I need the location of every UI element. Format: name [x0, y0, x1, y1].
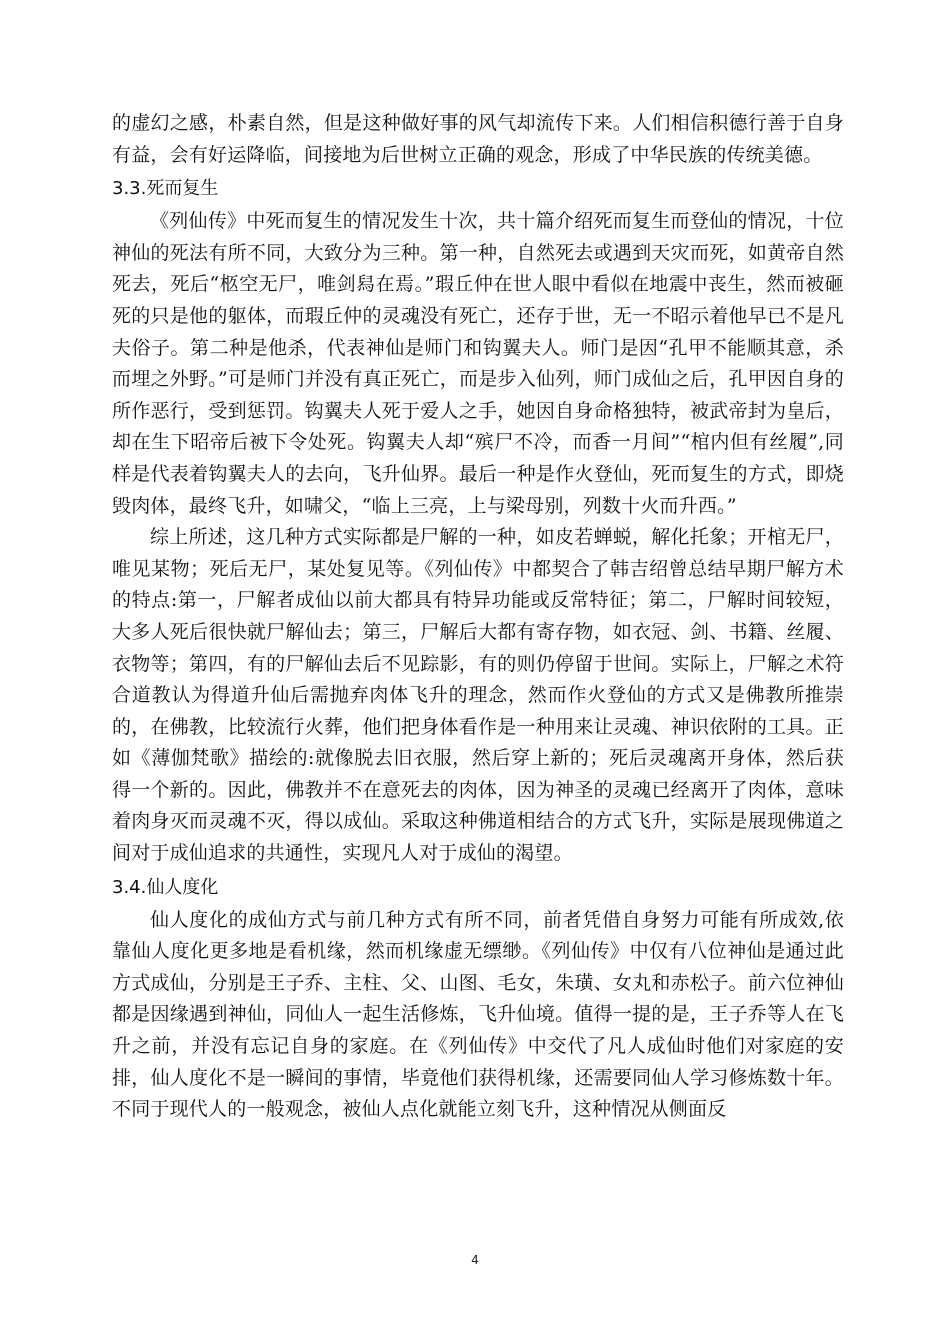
page-number: 4 — [471, 1253, 479, 1267]
paragraph-3-3-first: 《列仙传》中死而复生的情况发生十次，共十篇介绍死而复生而登仙的情况，十位神仙的死法有所不同，大致分为三种。第一种，自然死去或遇到天灾而死，如黄帝自然死去，死后“柩空无尸，唯剑舄在焉。”瑕丘仲在世人眼中看似在地震中丧生，然而被砸死的只是他的躯体，而瑕丘仲的灵魂没有死亡，还存于世，无一不昭示着他早已不是凡夫俗子。第二种是他杀，代表神仙是师门和钩翼夫人。师门是因“孔甲不能顺其意，杀而埋之外野。”可是师门并没有真正死亡，而是步入仙列，师门成仙之后，孔甲因自身的所作恶行，受到惩罚。钩翼夫人死于爱人之手，她因自身命格独特，被武帝封为皇后，却在生下昭帝后被下令处死。钩翼夫人却“殡尸不冷，而香一月间”“棺内但有丝履”,同样是代表着钩翼夫人的去向，飞升仙界。最后一种是作火登仙，死而复生的方式，即烧毁肉体，最终飞升，如啸父，“临上三亮，上与梁母别，列数十火而升西。” — [112, 210, 844, 517]
document-page — [112, 108, 844, 1126]
section-heading-3-4: 3.4.仙人度化 — [112, 876, 219, 898]
section-heading-3-3: 3.3.死而复生 — [112, 178, 219, 200]
paragraph-3-4-first: 仙人度化的成仙方式与前几种方式有所不同，前者凭借自身努力可能有所成效,依靠仙人度化更多地是看机缘，然而机缘虚无缥缈。《列仙传》中仅有八位神仙是通过此方式成仙，分别是王子乔、主柱、父、山图、毛女，朱璜、女丸和赤松子。前六位神仙都是因缘遇到神仙，同仙人一起生活修炼，飞升仙境。值得一提的是，王子乔等人在飞升之前，并没有忘记自身的家庭。在《列仙传》中交代了凡人成仙时他们对家庭的安排，仙人度化不是一瞬间的事情，毕竟他们获得机缘，还需要同仙人学习修炼数十年。不同于现代人的一般观念，被仙人点化就能立刻飞升，这种情况从侧面反 — [112, 908, 844, 1121]
paragraph-intro-continued: 的虚幻之感，朴素自然，但是这种做好事的风气却流传下来。人们相信积德行善于自身有益，会有好运降临，间接地为后世树立正确的观念，形成了中华民族的传统美德。 — [112, 112, 844, 166]
paragraph-3-3-second: 综上所述，这几种方式实际都是尸解的一种，如皮若蝉蜕，解化托象；开棺无尸，唯见某物；死后无尸，某处复见等。《列仙传》中都契合了韩吉绍曾总结早期尸解方术的特点:第一，尸解者成仙以前大都具有特异功能或反常特征；第二，尸解时间较短，大多人死后很快就尸解仙去；第三，尸解后大都有寄存物，如衣冠、剑、书籍、丝履、衣物等；第四，有的尸解仙去后不见踪影，有的则仍停留于世间。实际上，尸解之术符合道教认为得道升仙后需抛弃肉体飞升的理念，然而作火登仙的方式又是佛教所推崇的，在佛教，比较流行火葬，他们把身体看作是一种用来让灵魂、神识依附的工具。正如《薄伽梵歌》描绘的:就像脱去旧衣服，然后穿上新的；死后灵魂离开身体，然后获得一个新的。因此，佛教并不在意死去的肉体，因为神圣的灵魂已经离开了肉体，意味着肉身灭而灵魂不灭，得以成仙。采取这种佛道相结合的方式飞升，实际是展现佛道之间对于成仙追求的共通性，实现凡人对于成仙的渴望。 — [112, 526, 844, 865]
